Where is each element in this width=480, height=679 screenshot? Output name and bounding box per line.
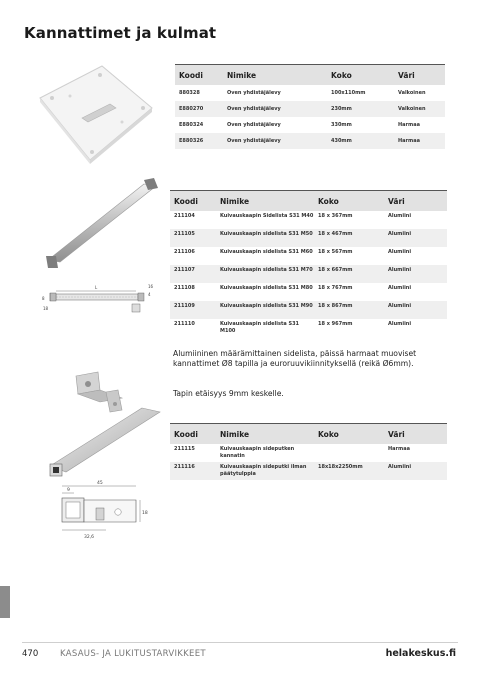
side-rail-image [36, 176, 162, 272]
table-row [170, 211, 447, 229]
table-side-rail [170, 190, 447, 337]
dim-label-width: 18 [43, 306, 49, 311]
cell-code: 880328 [179, 89, 200, 96]
cell-size: 18 x 967mm [318, 321, 353, 327]
cell-color: Alumiini [388, 249, 412, 255]
cell-color: Alumiini [384, 229, 447, 247]
col-header-code: Koodi [170, 424, 216, 445]
cell-size: 18 x 667mm [314, 265, 384, 283]
cell-color: Alumiini [388, 321, 412, 327]
cell-code: E880324 [179, 121, 204, 128]
side-rail-drawing [40, 280, 162, 316]
table-row [170, 265, 447, 283]
col-header-size: Koko [314, 191, 384, 212]
dim-label-width: 45 [97, 481, 103, 486]
table-door-connector [175, 64, 445, 149]
cell-color: Harmaa [394, 133, 445, 149]
pin-distance-note: Tapin etäisyys 9mm keskelle. [173, 389, 284, 398]
cell-name: Kuivauskaapin sidelista S31 M80 [220, 285, 313, 291]
table-row [170, 319, 447, 337]
cell-color: Valkoinen [398, 89, 426, 96]
cell-name: Oven yhdistäjälevy [223, 101, 327, 117]
cell-code: 211105 [170, 229, 216, 247]
col-header-name: Nimike [216, 424, 314, 445]
cell-code: E880326 [175, 133, 223, 149]
col-header-color: Väri [384, 191, 447, 212]
cell-size: 100x110mm [331, 89, 366, 96]
cell-size [314, 444, 384, 462]
table-row [175, 101, 445, 117]
table-row [170, 444, 447, 462]
cell-code: 211108 [174, 285, 195, 291]
cell-size: 18 x 367mm [318, 213, 353, 219]
cell-name: Kuivauskaapin sideputken kannatin [220, 446, 295, 459]
product-description: Alumiininen määrämittainen sidelista, päissä harmaat muoviset kannattimet Ø8 tapilla ja euroruuvikiinnityksellä (reikä Ø6mm). [173, 349, 417, 368]
footer-divider [22, 642, 458, 643]
col-header-size: Koko [314, 424, 384, 445]
dim-label-bottom: 32,6 [84, 535, 95, 540]
col-header-code: Koodi [175, 65, 223, 86]
cell-code: 211109 [170, 301, 216, 319]
footer-section-title: KASAUS- JA LUKITUSTARVIKKEET [60, 649, 206, 659]
cell-name: Kuivauskaapin sidelista S31 M70 [216, 265, 314, 283]
cell-size: 18 x 567mm [318, 249, 353, 255]
cell-color: Alumiini [384, 462, 447, 480]
dim-label-tip: 4 [148, 292, 151, 297]
cell-size: 330mm [331, 121, 352, 128]
table-row [170, 229, 447, 247]
table-row [175, 117, 445, 133]
col-header-size: Koko [327, 65, 394, 86]
cell-code: 211115 [174, 446, 195, 452]
dim-label-offset: 9 [67, 488, 70, 493]
cell-size: 18 x 867mm [314, 301, 384, 319]
cell-color: Valkoinen [394, 101, 445, 117]
cell-name: Oven yhdistäjälevy [227, 121, 281, 128]
cell-color: Alumiini [388, 213, 412, 219]
cell-name: Kuivauskaapin sidelista S31 M90 [216, 301, 314, 319]
col-header-color: Väri [394, 65, 445, 86]
connector-plate-image [30, 60, 160, 170]
cell-name: Oven yhdistäjälevy [227, 89, 281, 96]
col-header-code: Koodi [170, 191, 216, 212]
cell-code: 211107 [170, 265, 216, 283]
cell-size: 18 x 467mm [314, 229, 384, 247]
col-header-name: Nimike [216, 191, 314, 212]
footer-site: helakeskus.fi [385, 648, 456, 659]
cell-name: Kuivauskaapin sidelista S31 M60 [220, 249, 313, 255]
table-row [170, 301, 447, 319]
table-row [175, 85, 445, 101]
cell-name: Kuivauskaapin sideputki ilman päätytulppia [216, 462, 314, 480]
square-tube-image [44, 406, 164, 478]
cell-size: 18x18x2250mm [314, 462, 384, 480]
cell-name: Oven yhdistäjälevy [223, 133, 327, 149]
dim-label-end: 16 [148, 284, 154, 289]
cell-color: Alumiini [384, 265, 447, 283]
cell-color: Alumiini [388, 285, 412, 291]
cell-code: E880270 [175, 101, 223, 117]
cell-code: 211106 [174, 249, 195, 255]
table-row [175, 133, 445, 149]
cell-size: 230mm [327, 101, 394, 117]
cell-code: 211104 [174, 213, 195, 219]
cell-color: Harmaa [398, 121, 420, 128]
page-number: 470 [22, 649, 39, 659]
section-tab-marker [0, 586, 10, 618]
cell-color: Alumiini [384, 301, 447, 319]
table-tube-bracket [170, 423, 447, 480]
tube-bracket-drawing [52, 478, 156, 544]
dim-label-height: 18 [142, 511, 148, 516]
cell-name: Kuivauskaapin sidelista S31 M50 [216, 229, 314, 247]
dim-label-length: L [95, 285, 98, 290]
table-row [170, 283, 447, 301]
cell-size: 18 x 767mm [318, 285, 353, 291]
table-row [170, 462, 447, 480]
cell-name: Kuivauskaapin Sidelista S31 M40 [220, 213, 314, 219]
col-header-name: Nimike [223, 65, 327, 86]
cell-name: Kuivauskaapin sidelista S31 M100 [220, 321, 300, 334]
dim-label-height: 8 [42, 296, 45, 301]
page-title: Kannattimet ja kulmat [24, 24, 217, 42]
table-row [170, 247, 447, 265]
col-header-color: Väri [384, 424, 447, 445]
cell-size: 430mm [327, 133, 394, 149]
cell-code: 211116 [170, 462, 216, 480]
cell-code: 211110 [174, 321, 195, 327]
cell-color: Harmaa [388, 446, 410, 452]
